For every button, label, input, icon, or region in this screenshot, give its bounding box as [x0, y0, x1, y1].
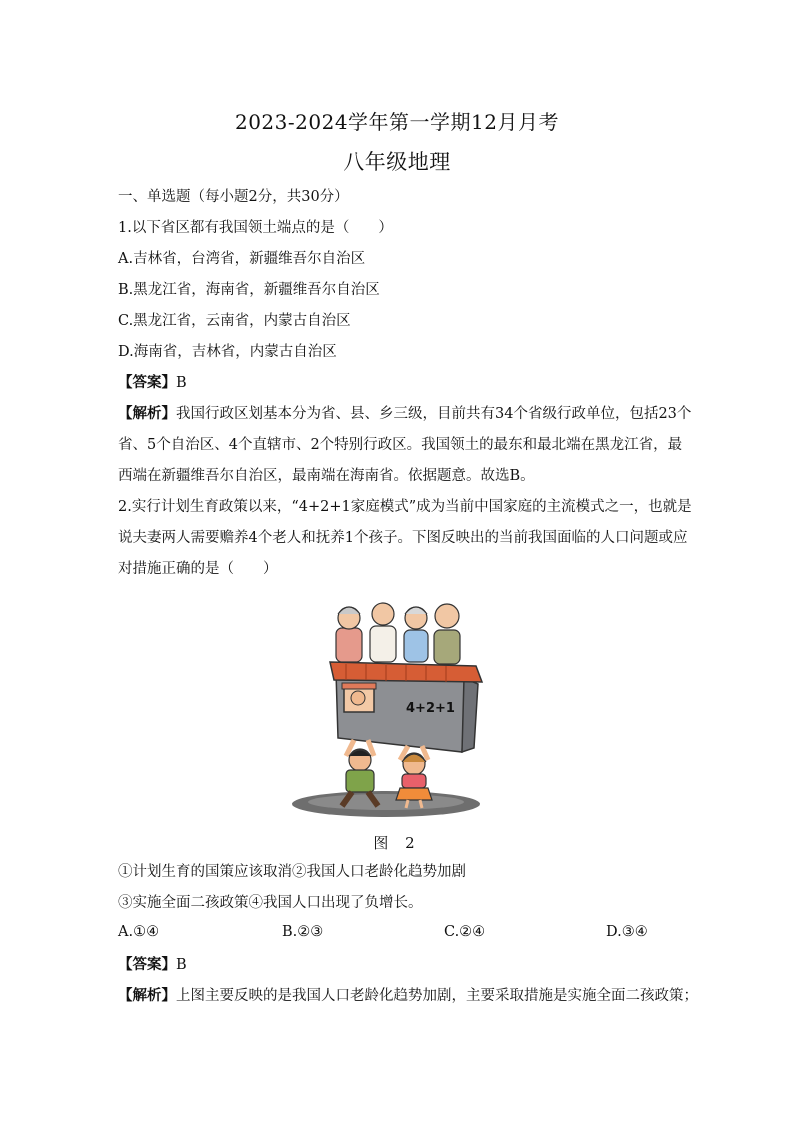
- q1-answer: [118, 373, 688, 393]
- q2-stem-line-2: 说夫妻两人需要赡养4个老人和抚养1个孩子。下图反映出的当前我国面临的人口问题或应: [118, 530, 688, 546]
- q2-statement-line-2: ③实施全面二孩政策④我国人口出现了负增长。: [118, 895, 423, 911]
- answer-tag: 【答案】: [118, 956, 176, 973]
- q2-statement-line-1: ①计划生育的国策应该取消②我国人口老龄化趋势加剧: [118, 864, 466, 880]
- q2-option-a: A.①④: [118, 924, 160, 940]
- q1-stem: 1.以下省区都有我国领土端点的是（ ）: [118, 220, 393, 236]
- q2-stem-line-3: 对措施正确的是（ ）: [118, 561, 278, 577]
- family-cartoon-figure: [286, 590, 486, 824]
- q1-option-d: D.海南省，吉林省，内蒙古自治区: [118, 344, 337, 360]
- house-label: 4+2+1: [406, 701, 455, 716]
- q1-analysis-line-3: 西端在新疆维吾尔自治区，最南端在海南省。依据题意。故选B。: [118, 468, 535, 484]
- q2-stem-line-1: 2.实行计划生育政策以来，“4+2+1家庭模式”成为当前中国家庭的主流模式之一，也就是: [118, 499, 692, 515]
- section-heading: 一、单选题（每小题2分，共30分）: [118, 189, 349, 205]
- q2-option-b: B.②③: [282, 924, 324, 940]
- q1-analysis-line-1: [118, 404, 692, 424]
- answer-tag: 【答案】: [118, 374, 176, 391]
- answer-value: B: [176, 957, 187, 973]
- figure-caption: 图 2: [373, 834, 421, 852]
- answer-value: B: [176, 375, 187, 391]
- q1-option-a: A.吉林省，台湾省，新疆维吾尔自治区: [118, 251, 366, 267]
- q1-option-b: B.黑龙江省，海南省，新疆维吾尔自治区: [118, 282, 380, 298]
- q2-answer: [118, 955, 688, 975]
- page-title: 2023-2024学年第一学期12月月考: [234, 110, 559, 134]
- analysis-tag: 【解析】: [118, 405, 176, 422]
- q2-option-d: D.③④: [606, 924, 648, 940]
- q1-option-c: C.黑龙江省，云南省，内蒙古自治区: [118, 313, 351, 329]
- page-subtitle: 八年级地理: [343, 150, 451, 174]
- analysis-tag: 【解析】: [118, 987, 176, 1004]
- q2-option-c: C.②④: [444, 924, 486, 940]
- q1-analysis-line-2: 省、5个自治区、4个直辖市、2个特别行政区。我国领土的最东和最北端在黑龙江省，最: [118, 437, 683, 453]
- analysis-text: 上图主要反映的是我国人口老龄化趋势加剧，主要采取措施是实施全面二孩政策；: [176, 988, 698, 1004]
- analysis-text: 我国行政区划基本分为省、县、乡三级，目前共有34个省级行政单位，包括23个: [176, 406, 692, 422]
- q2-analysis: [118, 986, 698, 1006]
